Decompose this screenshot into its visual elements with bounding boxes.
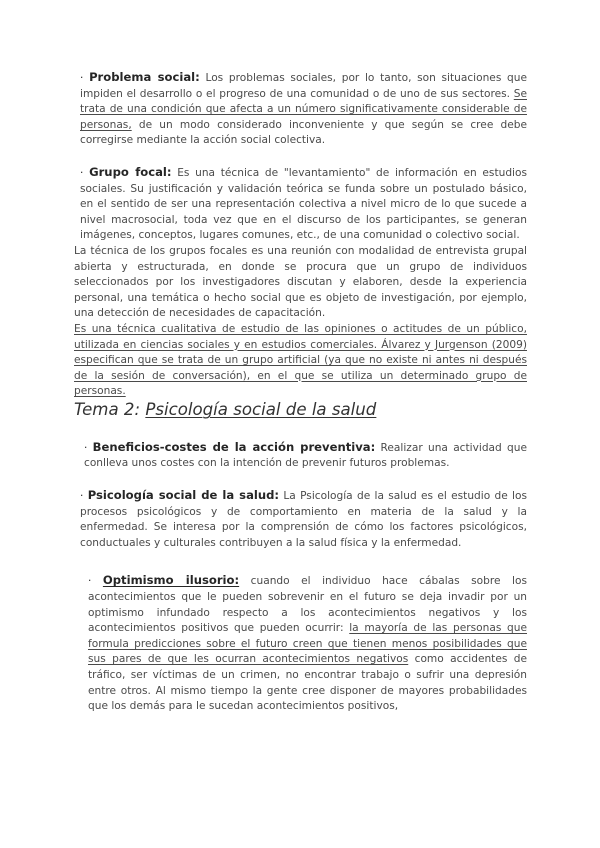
term-optimismo-ilusorio: Optimismo ilusorio: [102, 573, 240, 588]
bullet-dot: · [80, 490, 84, 503]
underlined-text: Se trata de una condición que afecta a un número significativamente considerable de personas, [80, 87, 527, 131]
definition-text-continued: como accidentes de tráfico, ser víctimas de un crimen, no encontrar trabajo o sufrir una depresión entre otros. Al mismo tiempo la gente cree disponer de mayores probabilidades que los demás para le sucedan acontecimientos positivos, [88, 653, 527, 713]
term-problema-social: Problema social: [89, 70, 200, 84]
definition-text: Realizar una actividad que conlleva unos costes con la intención de prevenir futuros problemas. [84, 441, 527, 470]
paragraph-beneficios-costes [74, 440, 527, 472]
paragraph-optimismo-ilusorio [74, 573, 527, 714]
definition-text: cuando el individuo hace cábalas sobre los acontecimientos que le pueden sobrevenir en el futuro se deja invadir por un optimismo infundado respecto a los acontecimientos negativos y los acontecimientos positivos que pueden ocurrir: [88, 575, 527, 635]
paragraph-grupo-focal-underlined: Es una técnica cualitativa de estudio de las opiniones o actitudes de un público, utilizada en ciencias sociales y en estudios comerciales. Álvarez y Jurgenson (2009) especifican que se trata de un grupo artificial (ya que no existe ni antes ni después de la sesión de conversación), en el que se utiliza un determinado grupo de personas. [74, 322, 527, 398]
definition-text: Es una técnica de "levantamiento" de información en estudios sociales. Su justificación y validación teórica se funda sobre un postulado básico, en el sentido de ser una representación colectiva a nivel micro de lo que sucede a nivel macrosocial, toda vez que en el discurso de los participantes, se generan imágenes, conceptos, lugares comunes, etc., de una comunidad o colectivo social. [80, 166, 527, 242]
paragraph-grupo-focal-technique: La técnica de los grupos focales es una reunión con modalidad de entrevista grupal abierta y estructurada, en donde se procura que un grupo de individuos seleccionados por los investigadores discutan y elaboren, desde la experiencia personal, una temática o hecho social que es objeto de investigación, por ejemplo, una detección de necesidades de capacitación. [74, 244, 527, 320]
section-heading-tema-2 [74, 400, 527, 420]
bullet-dot: · [80, 166, 84, 179]
term-psicologia-salud: Psicología social de la salud: [87, 488, 280, 503]
term-grupo-focal: Grupo focal: [89, 164, 172, 179]
heading-prefix: Tema 2: [74, 399, 146, 419]
paragraph-grupo-focal [74, 165, 527, 244]
bullet-dot: · [84, 441, 88, 454]
definition-text-continued: de un modo considerado inconveniente y que según se cree debe corregirse mediante la acción social colectiva. [80, 118, 527, 147]
definition-text: Los problemas sociales, por lo tanto, son situaciones que impiden el desarrollo o el progreso de una comunidad o de uno de sus sectores. [80, 72, 527, 100]
underlined-text: la mayoría de las personas que formula predicciones sobre el futuro creen que tienen menos posibilidades que sus pares de que les ocurran acontecimientos negativos [88, 622, 527, 666]
paragraph-problema-social [74, 70, 527, 149]
heading-title: Psicología social de la salud [145, 399, 377, 419]
bullet-dot: · [80, 72, 84, 84]
definition-text: La Psicología de la salud es el estudio de los procesos psicológicos y de comportamiento en materia de la salud y la enfermedad. Se interesa por la comprensión de cómo los factores psicológicos, conductuales y culturales contribuyen a la salud física y la enfermedad. [80, 490, 528, 549]
term-beneficios-costes: Beneficios-costes de la acción preventiva: [92, 439, 376, 454]
bullet-dot: · [88, 575, 92, 588]
paragraph-psicologia-salud [74, 488, 527, 551]
document-body [74, 70, 527, 715]
